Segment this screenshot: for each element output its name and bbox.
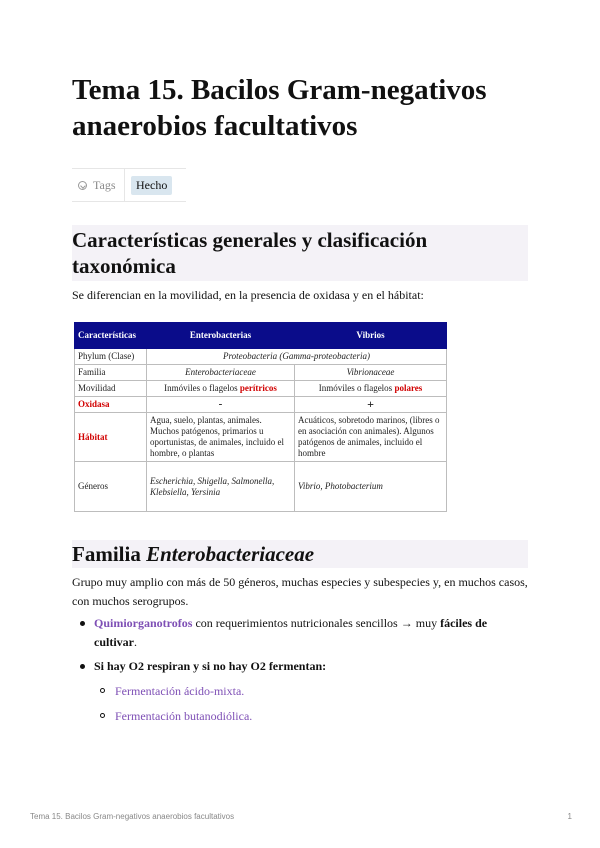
row-label: Oxidasa — [75, 397, 147, 413]
row-label: Movilidad — [75, 381, 147, 397]
row-label: Géneros — [75, 462, 147, 512]
tags-value-cell[interactable] — [124, 169, 186, 201]
table-cell: Proteobacteria (Gamma-proteobacteria) — [147, 349, 447, 365]
table-row — [75, 349, 447, 365]
row-label: Phylum (Clase) — [75, 349, 147, 365]
table-row — [75, 381, 447, 397]
bold-text: Si hay O2 respiran y si no hay O2 fermentan: — [94, 659, 327, 673]
properties-row — [72, 168, 186, 202]
table-cell — [147, 381, 295, 397]
sub-list — [94, 682, 528, 726]
table-cell: Escherichia, Shigella, Salmonella, Klebsiella, Yersinia — [147, 462, 295, 512]
table-cell: Agua, suelo, plantas, animales. Muchos patógenos, primarios u oportunistas, de animales, incluido el hombre, o plantas — [147, 413, 295, 462]
list-text: con requerimientos nutricionales sencillos → muy — [192, 616, 441, 630]
page-number: 1 — [567, 812, 572, 821]
cell-text: Inmóviles o flagelos — [164, 383, 240, 393]
table-header-cell: Enterobacterias — [147, 323, 295, 349]
sub-list-item: Fermentación butanodiólica. — [94, 707, 528, 726]
row-label: Hábitat — [75, 413, 147, 462]
table-cell: - — [147, 397, 295, 413]
table-cell: Vibrionaceae — [295, 365, 447, 381]
section-heading-general: Características generales y clasificación taxonómica — [72, 225, 528, 281]
table-header-cell: Características — [75, 323, 147, 349]
cell-text: Inmóviles o flagelos — [318, 383, 395, 393]
table-cell: Acuáticos, sobretodo marinos, (libres o en asociación con animales). Algunos patógenos de animales, incluido el hombre — [295, 413, 447, 462]
bold-text: fáciles de cultivar — [94, 616, 488, 649]
list-text: . — [134, 635, 137, 649]
table-cell: Vibrio, Photobacterium — [295, 462, 447, 512]
list-item — [72, 614, 528, 652]
table-row — [75, 397, 447, 413]
heading-italic: Enterobacteriaceae — [146, 542, 315, 566]
heading-prefix: Familia — [72, 542, 147, 566]
section-intro: Se diferencian en la movilidad, en la presencia de oxidasa y en el hábitat: — [72, 288, 424, 302]
bullet-list — [72, 614, 528, 732]
list-item — [72, 657, 528, 726]
table-header-cell: Vibrios — [295, 323, 447, 349]
footer-title: Tema 15. Bacilos Gram-negativos anaerobios facultativos — [30, 812, 235, 821]
row-label: Familia — [75, 365, 147, 381]
highlight-term: Quimiorganotrofos — [94, 616, 193, 630]
table-header-row — [75, 323, 447, 349]
section-intro: Grupo muy amplio con más de 50 géneros, muchas especies y subespecies y, en muchos casos, con muchos serogrupos. — [72, 575, 528, 608]
tags-label: Tags — [93, 177, 116, 192]
table-row — [75, 413, 447, 462]
section-heading-familia — [72, 540, 528, 568]
highlight-text: perítricos — [239, 383, 277, 393]
table-row — [75, 462, 447, 512]
taxonomy-table — [74, 322, 447, 512]
table-cell: + — [295, 397, 447, 413]
table-cell: Enterobacteriaceae — [147, 365, 295, 381]
tags-property — [72, 169, 124, 201]
tag-badge[interactable]: Hecho — [131, 176, 172, 195]
sub-list-item: Fermentación ácido-mixta. — [94, 682, 528, 701]
page-title: Tema 15. Bacilos Gram-negativos anaerobios facultativos — [72, 74, 487, 142]
table-cell — [295, 381, 447, 397]
table-row — [75, 365, 447, 381]
highlight-text: polares — [394, 383, 423, 393]
tag-icon — [78, 181, 87, 190]
